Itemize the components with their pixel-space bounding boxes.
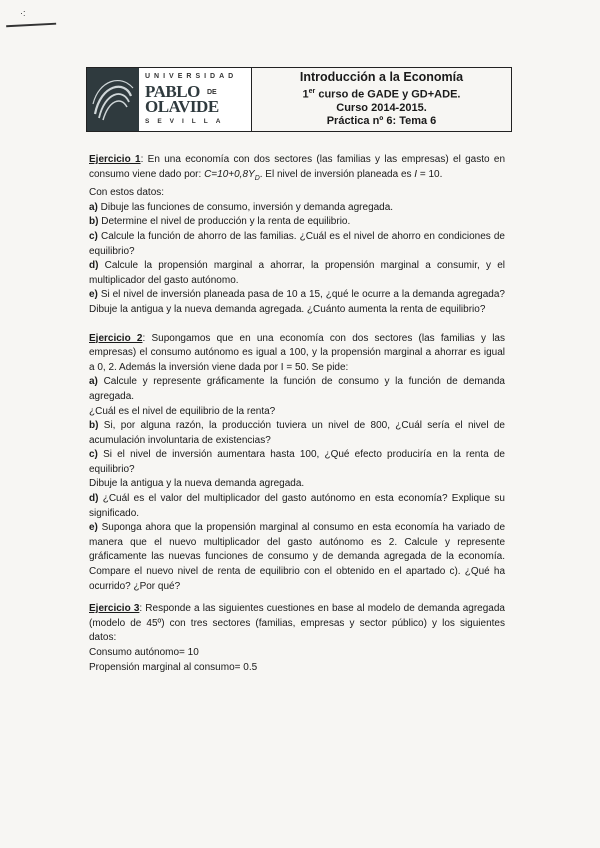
course-degrees: curso de GADE y GD+ADE.	[315, 88, 461, 101]
ex1-inv-val: = 10.	[417, 168, 443, 180]
ex2-item-d-text: ¿Cuál es el valor del multiplicador del gasto autónomo en esta economía? Explique su significado.	[89, 493, 505, 519]
course-year: Curso 2014-2015.	[336, 101, 427, 114]
ex2-item-c	[89, 448, 505, 477]
course-ordinal-sup: er	[308, 88, 316, 95]
ex1-item-d-text: Calcule la propensión marginal a ahorrar, la propensión marginal a consumir, y el multiplicador del gasto autónomo.	[89, 260, 505, 286]
ex1-item-c-label: c)	[89, 230, 98, 242]
ex2-intro-text: : Supongamos que en una economía con dos sectores (las familias y las empresas) el consumo autónomo es igual a 100, y la propensión marginal a ahorrar es igual a 0, 2. Además la inversión viene dada por I = 50. Se pide:	[89, 332, 505, 373]
logo-name-line1: PABLO	[145, 82, 200, 101]
course-ordinal: 1	[302, 88, 309, 101]
ex1-intro	[89, 153, 505, 186]
ex2-item-b-label: b)	[89, 420, 99, 432]
exercise-content	[89, 153, 505, 675]
ex1-formula-sub: D	[254, 174, 260, 182]
ex2-item-e	[89, 521, 505, 594]
scan-artifact-dot: ·:	[20, 8, 26, 18]
ex2-item-d	[89, 492, 505, 521]
ex1-item-e	[89, 288, 505, 317]
ex2-item-a	[89, 375, 505, 404]
logo-de-text: DE	[207, 89, 217, 96]
ex1-item-b	[89, 215, 505, 230]
ex2-item-d-label: d)	[89, 493, 99, 505]
course-info	[252, 68, 511, 131]
ex3-heading: Ejercicio 3	[89, 603, 140, 615]
ex2-item-a-label: a)	[89, 376, 98, 388]
ex1-item-d	[89, 259, 505, 288]
ex2-item-c-extra: Dibuje la antigua y la nueva demanda agregada.	[89, 478, 305, 490]
logo-city-text: SEVILLA	[145, 118, 229, 125]
university-logo	[87, 68, 252, 131]
ex2-item-a-text: Calcule y represente gráficamente la función de consumo y la función de demanda agregada.	[89, 376, 505, 402]
scan-artifact-line	[6, 17, 56, 28]
ex1-item-e-label: e)	[89, 289, 98, 301]
ex1-item-a	[89, 201, 505, 216]
logo-name-line2: OLAVIDE	[145, 97, 219, 116]
ex2-item-a-extra: ¿Cuál es el nivel de equilibrio de la renta?	[89, 405, 276, 417]
practice-title: Práctica nº 6: Tema 6	[326, 114, 437, 127]
ex1-item-a-label: a)	[89, 201, 98, 213]
logo-university-text: UNIVERSIDAD	[145, 73, 238, 80]
ex1-item-a-text: Dibuje las funciones de consumo, inversión y demanda agregada.	[97, 201, 394, 213]
ex2-item-e-text: Suponga ahora que la propensión marginal al consumo en esta economía ha variado de manera que el nuevo multiplicador del gasto autónomo es 2. Calcule y represente gráficamente las nuevas funciones de consumo y de demanda agregada de la economía. Compare el nuevo nivel de renta de equilibrio con el obtenido en el apartado c). ¿Qué ha ocurrido? ¿Por qué?	[89, 522, 505, 592]
ex3-intro-text: : Responde a las siguientes cuestiones en base al modelo de demanda agregada (modelo de 45º) con tres sectores (familias, empresas y sector público) y los siguientes datos:	[89, 603, 505, 644]
swirl-logo-icon	[91, 74, 135, 124]
ex1-intro-b: . El nivel de inversión planeada es	[259, 168, 415, 180]
ex1-intro-a: : En una economía con dos sectores (las familias y las empresas) el gasto en consumo viene dado por:	[89, 154, 506, 180]
ex1-item-c-text: Calcule la función de ahorro de las familias. ¿Cuál es el nivel de ahorro en condiciones de equilibrio?	[89, 230, 505, 257]
course-title: Introducción a la Economía	[299, 70, 464, 84]
ex1-item-d-label: d)	[89, 260, 99, 272]
document-header	[86, 67, 512, 132]
ex1-formula: C=10+0,8Y	[204, 168, 255, 180]
ex1-item-b-label: b)	[89, 216, 99, 228]
ex1-with-data: Con estos datos:	[89, 187, 165, 199]
ex2-heading: Ejercicio 2	[89, 332, 143, 344]
ex1-item-c	[89, 230, 505, 259]
ex3-intro	[89, 602, 505, 646]
ex1-heading: Ejercicio 1	[89, 154, 141, 165]
ex2-item-e-label: e)	[89, 522, 98, 534]
ex1-item-e-text: Si el nivel de inversión planeada pasa de 10 a 15, ¿qué le ocurre a la demanda agregada? Dibuje la antigua y la nueva demanda agregada. ¿Cuánto aumenta la renta de equilibrio?	[89, 289, 505, 315]
ex2-intro	[89, 332, 505, 376]
ex3-line2: Propensión marginal al consumo= 0.5	[89, 661, 258, 673]
ex2-item-b-text: Si, por alguna razón, la producción tuviera un nivel de 800, ¿Cuál sería el nivel de acumulación involuntaria de existencias?	[89, 420, 505, 446]
ex2-item-c-label: c)	[89, 449, 98, 461]
ex1-item-b-text: Determine el nivel de producción y la renta de equilibrio.	[98, 216, 351, 228]
ex1-inv-var: I	[414, 168, 418, 180]
ex3-line1: Consumo autónomo= 10	[89, 647, 199, 658]
ex2-item-b	[89, 419, 505, 448]
ex2-item-c-text: Si el nivel de inversión aumentara hasta 100, ¿Qué efecto produciría en la renta de equilibrio?	[89, 449, 505, 475]
course-line	[252, 85, 511, 102]
